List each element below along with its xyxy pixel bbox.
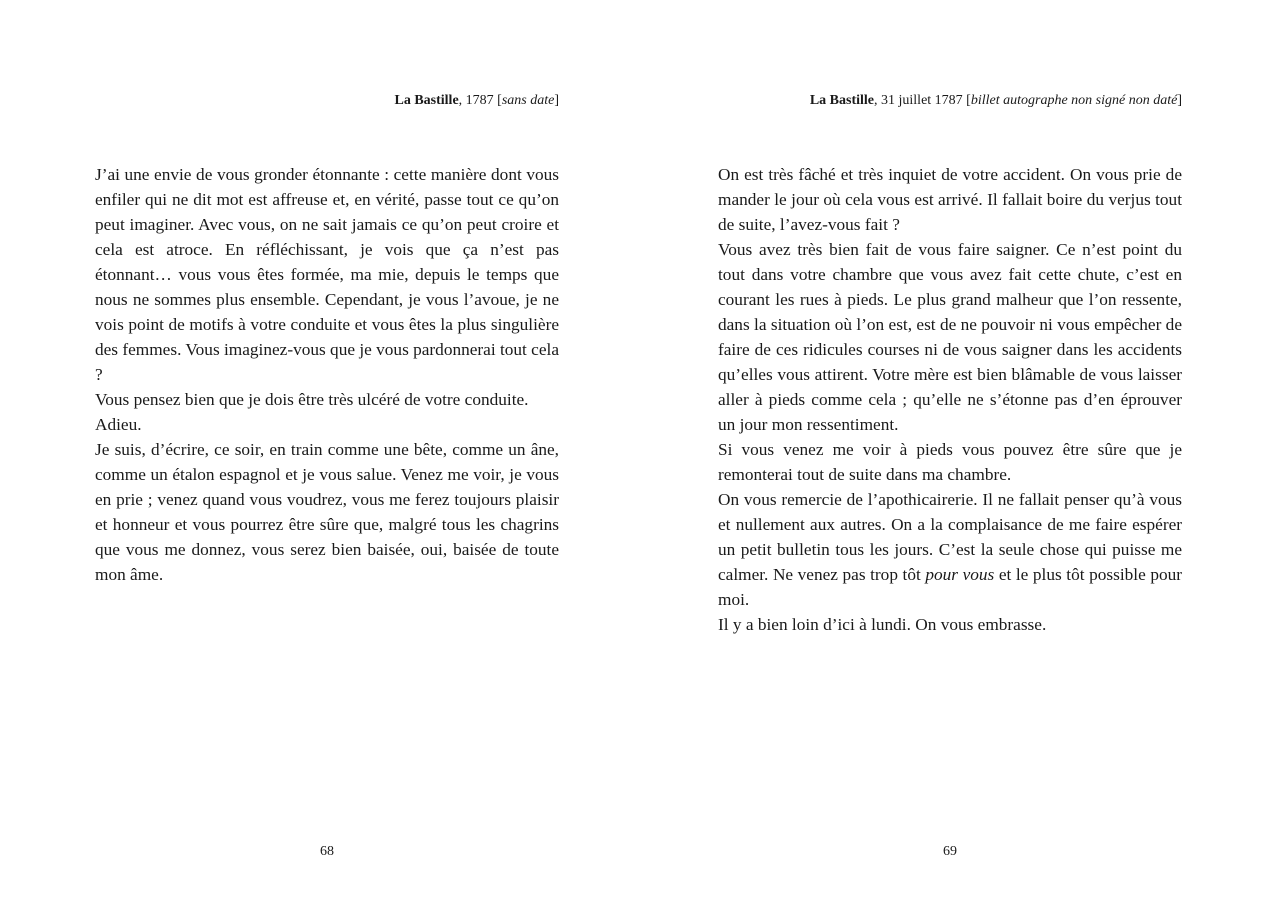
paragraph [718,487,1182,612]
header-bracket: ] [1177,93,1182,108]
header-place: La Bastille [809,93,875,108]
paragraph: Vous avez très bien fait de vous faire saigner. Ce n’est point du tout dans votre chambre que vous avez fait cette chute, c’est en courant les rues à pieds. Le plus grand malheur que l’on ressente, dans la situation où l’on est, est de ne pouvoir ni vous empêcher de faire de ces ridicules courses ni de vous saigner dans les accidents qu’elles vous attirent. Votre mère est bien blâmable de vous laisser aller à pieds comme cela ; qu’elle ne s’étonne pas d’en éprouver un jour mon ressentiment. [718,240,1182,434]
paragraph-text: et le plus tôt possible pour moi. [718,565,1182,609]
closing-paragraph: Il y a bien loin d’ici à lundi. On vous embrasse. [718,615,1047,634]
header-note: billet autographe non signé non daté [970,93,1178,108]
paragraph: Si vous venez me voir à pieds vous pouvez être sûre que je remonterai tout de suite dans ma chambre. [718,440,1182,484]
emphasis-text: pour vous [925,565,995,584]
left-running-header [394,91,559,111]
header-date: , 31 juillet 1787 [ [874,93,971,108]
page-number: 68 [320,844,334,859]
header-place: La Bastille [394,93,459,108]
paragraph: J’ai une envie de vous gronder étonnante : cette manière dont vous enfiler qui ne dit mot est affreuse et, en vérité, passe tout ce qu’on peut imaginer. Avec vous, on ne sait jamais ce qu’on peut croire et cela est atroce. En réfléchissant, je vois que ça n’est pas étonnant… vous vous êtes formée, ma mie, depuis le temps que nous ne sommes plus ensemble. Cependant, je vous l’avoue, je ne vois point de motifs à votre conduite et vous êtes la plus singulière des femmes. Vous imaginez-vous que je vous pardonnerai tout cela ? [95,165,559,384]
right-letter-body [718,162,1182,637]
right-running-header [810,91,1182,111]
header-note: sans date [501,93,555,108]
right-page [718,0,1182,912]
page-number: 69 [943,844,957,859]
paragraph-text: On vous remercie de l’apothicairerie. Il ne fallait penser qu’à vous et nullement aux autres. On a la complaisance de me faire espérer un petit bulletin tous les jours. C’est la seule chose qui puisse me calmer. Ne venez pas trop tôt [718,490,1182,584]
header-date: , 1787 [ [458,93,502,108]
left-letter-body [95,162,559,587]
paragraph: Adieu. [95,415,142,434]
paragraph: Je suis, d’écrire, ce soir, en train comme une bête, comme un âne, comme un étalon espagnol et je vous salue. Venez me voir, je vous en prie ; venez quand vous voudrez, vous me ferez toujours plaisir et honneur et vous pourrez être sûre que, malgré tous les chagrins que vous me donnez, vous serez bien baisée, oui, baisée de toute mon âme. [95,440,559,584]
header-bracket: ] [554,93,559,108]
left-page [95,0,559,912]
paragraph: On est très fâché et très inquiet de votre accident. On vous prie de mander le jour où cela vous est arrivé. Il fallait boire du verjus tout de suite, l’avez-vous fait ? [718,165,1182,234]
paragraph: Vous pensez bien que je dois être très ulcéré de votre conduite. [95,390,529,409]
